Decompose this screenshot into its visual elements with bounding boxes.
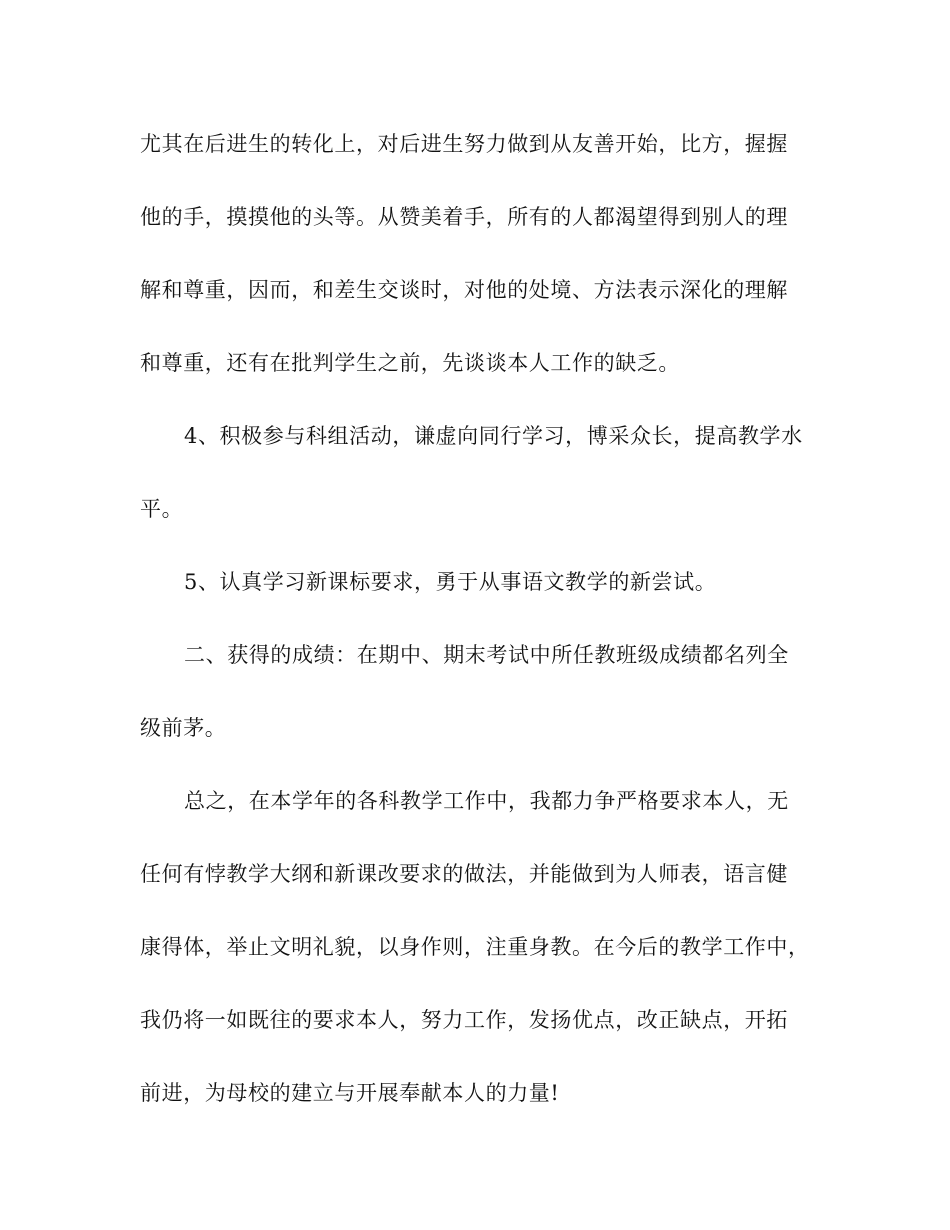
text-line-2: 他的手，摸摸他的头等。从赞美着手，所有的人都渴望得到别人的理 [140, 205, 788, 229]
text-line-8: 二、获得的成绩：在期中、期末考试中所任教班级成绩都名列全 [184, 643, 789, 667]
text-line-10: 总之，在本学年的各科教学工作中，我都力争严格要求本人，无 [184, 789, 789, 813]
text-line-3: 解和尊重，因而，和差生交谈时，对他的处境、方法表示深化的理解 [140, 278, 788, 302]
text-line-9: 级前茅。 [140, 716, 227, 740]
text-line-4: 和尊重，还有在批判学生之前，先谈谈本人工作的缺乏。 [140, 351, 680, 375]
text-line-6: 平。 [140, 497, 184, 521]
text-line-12: 康得体，举止文明礼貌，以身作则，注重身教。在今后的教学工作中， [140, 935, 810, 959]
text-line-5: 4、积极参与科组活动，谦虚向同行学习，博采众长，提高教学水 [184, 424, 803, 448]
text-line-14: 前进，为母校的建立与开展奉献本人的力量! [140, 1081, 560, 1105]
text-line-11: 任何有悖教学大纲和新课改要求的做法，并能做到为人师表，语言健 [140, 862, 788, 886]
text-line-7: 5、认真学习新课标要求，勇于从事语文教学的新尝试。 [184, 570, 717, 594]
text-line-13: 我仍将一如既往的要求本人，努力工作，发扬优点，改正缺点，开拓 [140, 1008, 788, 1032]
text-line-1: 尤其在后进生的转化上，对后进生努力做到从友善开始，比方，握握 [140, 132, 788, 156]
document-body [140, 119, 808, 1141]
